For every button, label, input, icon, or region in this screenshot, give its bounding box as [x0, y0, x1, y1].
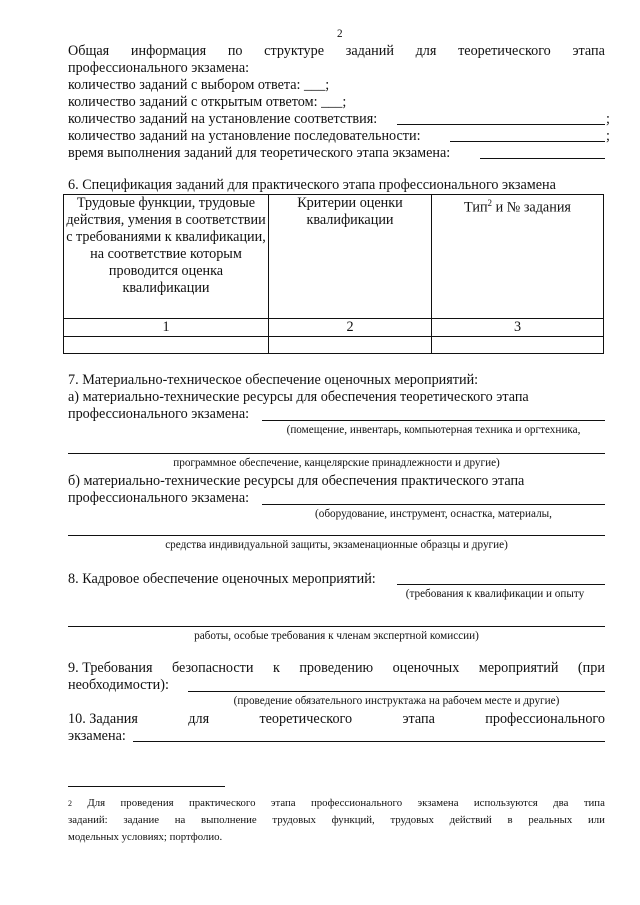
word: теоретического [259, 711, 353, 727]
word: используются [473, 797, 538, 809]
header-task-type-pre: Тип [464, 199, 488, 216]
word: этапа [270, 797, 296, 809]
col-number: 2 [269, 319, 432, 337]
word: 10. Задания [68, 711, 138, 727]
word: к [272, 660, 280, 676]
section8-field [397, 584, 605, 585]
section10-field [133, 741, 605, 742]
section7a-field [262, 420, 605, 421]
word: в [507, 814, 513, 826]
word: типа [583, 797, 605, 809]
table-number-row [64, 319, 604, 337]
word: оценочных [392, 660, 460, 676]
section7a-line1: а) материально-технические ресурсы для обеспечения теоретического этапа [68, 389, 529, 405]
open-tasks-count: количество заданий с открытым ответом: ___; [68, 94, 347, 110]
semicolon: ; [606, 128, 610, 144]
word: проведению [299, 660, 374, 676]
word: Для [87, 797, 106, 809]
footnote-line3: модельных условиях; портфолио. [68, 831, 223, 843]
section7-title: 7. Материально-техническое обеспечение оценочных мероприятий: [68, 372, 479, 388]
section7a-caption1: (помещение, инвентарь, компьютерная техника и оргтехника, [286, 424, 581, 436]
word: функций, [331, 814, 375, 826]
word: профессионального [311, 797, 403, 809]
word: на [174, 814, 186, 826]
section8-caption2: работы, особые требования к членам экспертной комиссии) [194, 630, 479, 642]
semicolon: ; [606, 111, 610, 127]
word: структуре [264, 43, 325, 59]
section7b-caption2: средства индивидуальной защиты, экзаменационные образцы и другие) [165, 539, 508, 551]
match-tasks-count-field [397, 124, 605, 125]
table-cell [432, 337, 604, 354]
practical-spec-table [63, 194, 604, 354]
section8-title: 8. Кадровое обеспечение оценочных мероприятий: [68, 571, 376, 587]
choice-tasks-count: количество заданий с выбором ответа: ___; [68, 77, 330, 93]
word: практического [188, 797, 256, 809]
word: безопасности [172, 660, 254, 676]
theory-time-label: время выполнения заданий для теоретического этапа экзамена: [68, 145, 451, 161]
section9-field [188, 691, 605, 692]
header-task-type-post: и № задания [492, 199, 571, 216]
table-cell [64, 337, 269, 354]
word: заданий: [68, 814, 108, 826]
section7b-caption1: (оборудование, инструмент, оснастка, материалы, [315, 508, 552, 520]
col-number: 1 [64, 319, 269, 337]
word: этапа [402, 711, 435, 727]
word: по [227, 43, 243, 59]
word: два [553, 797, 569, 809]
header-labor-functions: Трудовые функции, трудовые действия, умения в соответствии с требованиями к квалификации, на соответствие которым проводится оценка квалификации [64, 195, 269, 319]
section7a-field-cont [68, 453, 605, 454]
general-info-heading-line1 [68, 43, 605, 60]
section9-caption: (проведение обязательного инструктажа на рабочем месте и другие) [233, 695, 560, 707]
footnote-ref: 2 [487, 198, 493, 208]
word: для [415, 43, 437, 59]
word: проведения [120, 797, 174, 809]
section7a-caption2: программное обеспечение, канцелярские принадлежности и другие) [173, 457, 500, 469]
word: реальных [528, 814, 573, 826]
word: этапа [572, 43, 605, 59]
page-number: 2 [337, 28, 343, 40]
section9-line2: необходимости): [68, 677, 169, 693]
table-header-row [64, 195, 604, 319]
footnote-separator [68, 786, 225, 787]
section8-field-cont [68, 626, 605, 627]
theory-time-field [480, 158, 605, 159]
word: трудовых [272, 814, 316, 826]
sequence-tasks-count-field [450, 141, 605, 142]
word: профессионального [485, 711, 605, 727]
header-task-type [432, 195, 604, 319]
section7b-field [262, 504, 605, 505]
word: (при [577, 660, 605, 676]
word: экзамена [417, 797, 459, 809]
match-tasks-count-label: количество заданий на установление соответствия: [68, 111, 378, 127]
header-criteria: Критерии оценки квалификации [269, 195, 432, 319]
col-number: 3 [432, 319, 604, 337]
general-info-heading-line2: профессионального экзамена: [68, 60, 250, 76]
word: задание [123, 814, 160, 826]
word: действий [449, 814, 492, 826]
section6-title: 6. Спецификация заданий для практического этапа профессионального экзамена [68, 177, 556, 193]
section10-line1 [68, 711, 605, 728]
word: мероприятий [478, 660, 559, 676]
section7a-line2: профессионального экзамена: [68, 406, 250, 422]
word: Общая [68, 43, 110, 59]
section10-line2: экзамена: [68, 728, 126, 744]
word: или [587, 814, 605, 826]
word: 9. Требования [68, 660, 153, 676]
footnote-line2 [68, 812, 605, 829]
word: заданий [345, 43, 394, 59]
word: для [188, 711, 210, 727]
section7b-line2: профессионального экзамена: [68, 490, 250, 506]
section7b-line1: б) материально-технические ресурсы для обеспечения практического этапа [68, 473, 525, 489]
table-empty-row [64, 337, 604, 354]
footnote-marker: 2 [68, 799, 72, 808]
word: трудовых [390, 814, 434, 826]
word: информация [130, 43, 207, 59]
section9-line1 [68, 660, 605, 677]
word: теоретического [458, 43, 551, 59]
table-cell [269, 337, 432, 354]
section7b-field-cont [68, 535, 605, 536]
section8-caption1: (требования к квалификации и опыту [405, 588, 585, 600]
word: выполнение [201, 814, 257, 826]
sequence-tasks-count-label: количество заданий на установление последовательности: [68, 128, 421, 144]
